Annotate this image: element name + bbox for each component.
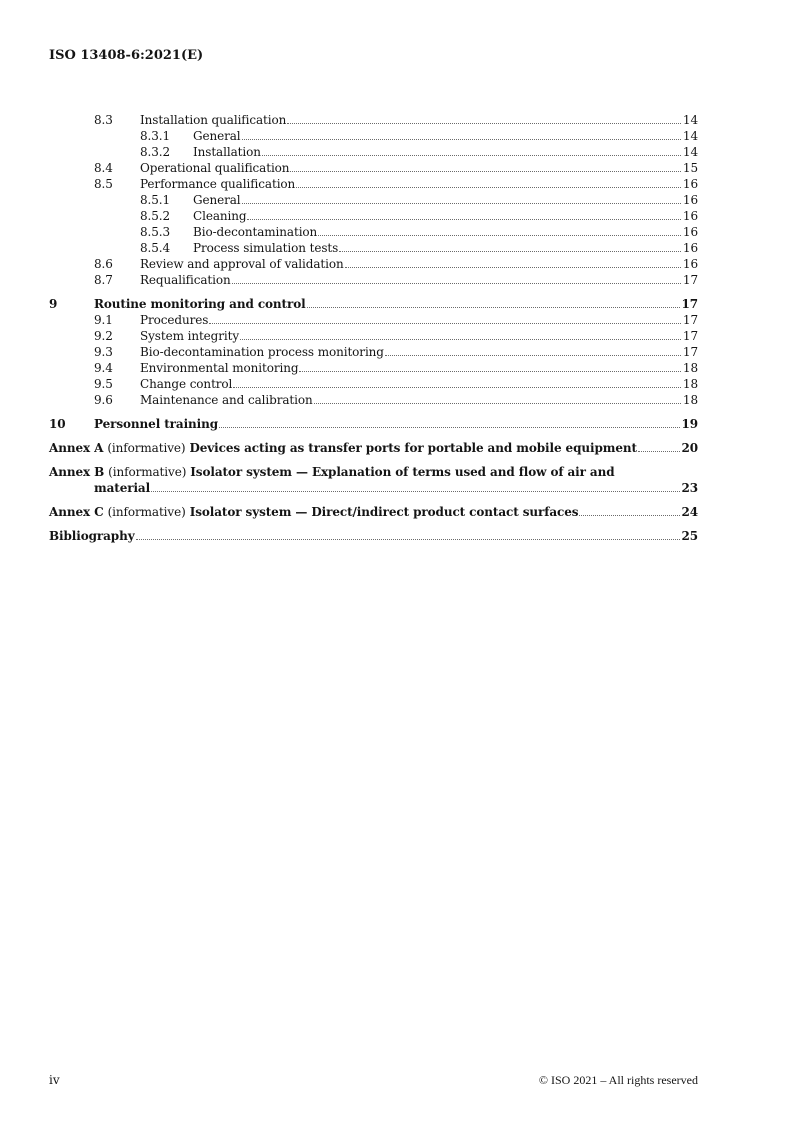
annex-title-continuation: material <box>94 481 151 495</box>
toc-entry-title: Operational qualification <box>140 161 290 175</box>
toc-entry-page-number: 17 <box>682 273 698 287</box>
dot-leader <box>339 251 681 252</box>
toc-entry-annex-b-continuation[interactable] <box>49 480 698 496</box>
toc-entry-9-5[interactable] <box>49 376 698 392</box>
toc-entry-page-number: 19 <box>681 417 698 431</box>
toc-entry-title: Procedures <box>140 313 209 327</box>
footer-copyright: © ISO 2021 – All rights reserved <box>538 1073 698 1087</box>
toc-entry-page-number: 25 <box>681 529 698 543</box>
dot-leader <box>638 451 680 452</box>
annex-label: Annex A <box>49 441 104 455</box>
toc-entry-page-number: 16 <box>682 257 698 271</box>
toc-entry-9-2[interactable] <box>49 328 698 344</box>
toc-entry-page-number: 16 <box>682 241 698 255</box>
toc-entry-8-5-3[interactable] <box>49 224 698 240</box>
toc-entry-number: 9.3 <box>94 345 113 359</box>
toc-entry-number: 8.3.1 <box>140 129 171 143</box>
toc-entry-title: Personnel training <box>94 417 219 431</box>
toc-entry-bibliography[interactable] <box>49 528 698 544</box>
annex-title-group <box>49 504 578 520</box>
dot-leader <box>233 387 681 388</box>
dot-leader <box>287 123 681 124</box>
toc-entry-8-5-2[interactable] <box>49 208 698 224</box>
annex-label: Annex C <box>49 505 104 519</box>
toc-entry-number: 8.6 <box>94 257 113 271</box>
toc-entry-page-number: 20 <box>681 441 698 455</box>
dot-leader <box>136 539 680 540</box>
toc-entry-8-5-1[interactable] <box>49 192 698 208</box>
dot-leader <box>242 139 681 140</box>
annex-label: Annex B <box>49 465 105 479</box>
toc-entry-8-4[interactable] <box>49 160 698 176</box>
toc-entry-number: 8.5.3 <box>140 225 171 239</box>
toc-entry-page-number: 16 <box>682 177 698 191</box>
dot-leader <box>345 267 681 268</box>
toc-entry-page-number: 14 <box>682 145 698 159</box>
toc-entry-annex-a[interactable] <box>49 440 698 456</box>
toc-entry-8-5[interactable] <box>49 176 698 192</box>
dot-leader <box>151 491 679 492</box>
toc-entry-page-number: 15 <box>682 161 698 175</box>
toc-entry-number: 8.3.2 <box>140 145 171 159</box>
dot-leader <box>307 307 680 308</box>
toc-entry-8-3-2[interactable] <box>49 144 698 160</box>
footer-page-number: iv <box>49 1073 60 1087</box>
toc-entry-title: Bio-decontamination process monitoring <box>140 345 384 359</box>
toc-entry-page-number: 18 <box>682 361 698 375</box>
toc-entry-number: 9.1 <box>94 313 113 327</box>
toc-entry-number: 9.4 <box>94 361 113 375</box>
dot-leader <box>299 371 680 372</box>
toc-entry-number: 9.6 <box>94 393 113 407</box>
toc-entry-page-number: 17 <box>681 297 698 311</box>
toc-entry-page-number: 17 <box>682 329 698 343</box>
dot-leader <box>209 323 681 324</box>
toc-entry-title: Bio-decontamination <box>193 225 318 239</box>
toc-entry-title: Process simulation tests <box>193 241 339 255</box>
annex-title-group <box>49 464 615 480</box>
annex-title: Isolator system — Direct/indirect product contact surfaces <box>189 505 579 519</box>
toc-entry-page-number: 18 <box>682 393 698 407</box>
toc-entry-page-number: 16 <box>682 209 698 223</box>
annex-qualifier: (informative) <box>108 465 187 479</box>
toc-entry-title: Installation <box>193 145 261 159</box>
toc-entry-annex-c[interactable] <box>49 504 698 520</box>
annex-title-group <box>49 440 637 456</box>
toc-entry-title: System integrity <box>140 329 240 343</box>
toc-entry-title: Review and approval of validation <box>140 257 344 271</box>
toc-entry-number: 8.5 <box>94 177 113 191</box>
toc-entry-annex-b[interactable] <box>49 464 698 480</box>
toc-entry-9-3[interactable] <box>49 344 698 360</box>
toc-entry-9[interactable] <box>49 296 698 312</box>
dot-leader <box>242 203 681 204</box>
toc-entry-number: 9.5 <box>94 377 113 391</box>
toc-entry-page-number: 17 <box>682 345 698 359</box>
toc-entry-number: 9 <box>49 297 58 311</box>
toc-entry-title: Bibliography <box>49 529 135 543</box>
document-id-header: ISO 13408-6:2021(E) <box>49 48 204 63</box>
toc-entry-title: Maintenance and calibration <box>140 393 313 407</box>
annex-qualifier: (informative) <box>107 505 186 519</box>
toc-entry-9-1[interactable] <box>49 312 698 328</box>
toc-entry-8-3-1[interactable] <box>49 128 698 144</box>
dot-leader <box>318 235 681 236</box>
toc-entry-number: 8.4 <box>94 161 113 175</box>
toc-entry-page-number: 17 <box>682 313 698 327</box>
toc-entry-title: Requalification <box>140 273 231 287</box>
toc-entry-title: Environmental monitoring <box>140 361 299 375</box>
toc-entry-title: General <box>193 193 241 207</box>
dot-leader <box>385 355 681 356</box>
toc-entry-title: Performance qualification <box>140 177 296 191</box>
toc-entry-number: 9.2 <box>94 329 113 343</box>
toc-entry-title: Installation qualification <box>140 113 287 127</box>
toc-entry-page-number: 16 <box>682 225 698 239</box>
toc-entry-title: Cleaning <box>193 209 247 223</box>
dot-leader <box>579 515 679 516</box>
annex-title: Isolator system — Explanation of terms used and flow of air and <box>190 465 615 479</box>
dot-leader <box>296 187 681 188</box>
toc-entry-8-3[interactable] <box>49 112 698 128</box>
toc-entry-page-number: 23 <box>681 481 698 495</box>
dot-leader <box>290 171 680 172</box>
annex-title: Devices acting as transfer ports for portable and mobile equipment <box>189 441 637 455</box>
dot-leader <box>314 403 681 404</box>
toc-entry-8-5-4[interactable] <box>49 240 698 256</box>
toc-entry-number: 8.5.2 <box>140 209 171 223</box>
toc-entry-number: 8.7 <box>94 273 113 287</box>
toc-entry-8-6[interactable] <box>49 256 698 272</box>
toc-entry-page-number: 16 <box>682 193 698 207</box>
dot-leader <box>247 219 680 220</box>
annex-qualifier: (informative) <box>107 441 186 455</box>
toc-entry-number: 8.3 <box>94 113 113 127</box>
dot-leader <box>219 427 679 428</box>
toc-entry-page-number: 18 <box>682 377 698 391</box>
toc-entry-number: 8.5.1 <box>140 193 171 207</box>
toc-entry-9-6[interactable] <box>49 392 698 408</box>
toc-entry-title: Routine monitoring and control <box>94 297 306 311</box>
toc-entry-10[interactable] <box>49 416 698 432</box>
dot-leader <box>262 155 681 156</box>
toc-entry-title: Change control <box>140 377 233 391</box>
toc-entry-number: 10 <box>49 417 66 431</box>
toc-entry-number: 8.5.4 <box>140 241 171 255</box>
toc-entry-page-number: 14 <box>682 129 698 143</box>
toc-entry-title: General <box>193 129 241 143</box>
toc-entry-page-number: 14 <box>682 113 698 127</box>
toc-entry-8-7[interactable] <box>49 272 698 288</box>
table-of-contents <box>49 112 698 544</box>
dot-leader <box>240 339 681 340</box>
toc-entry-page-number: 24 <box>681 505 698 519</box>
toc-entry-9-4[interactable] <box>49 360 698 376</box>
dot-leader <box>232 283 681 284</box>
